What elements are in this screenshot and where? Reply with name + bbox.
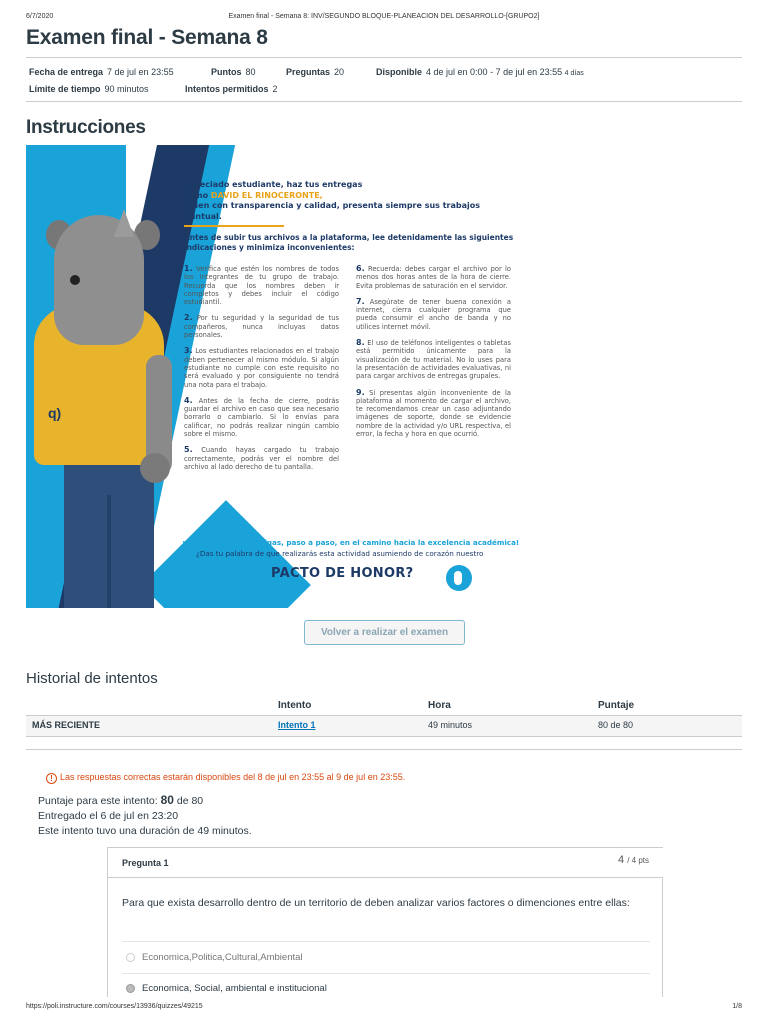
- banner-das: ¿Das tu palabra de que realizarás esta actividad asumiendo de corazón nuestro: [196, 549, 484, 558]
- attempt-score: Puntaje para este intento: 80 de 80: [38, 793, 204, 807]
- divider: [26, 101, 742, 102]
- instruction-number: 9.: [356, 387, 365, 397]
- rhino-mascot-illustration: [34, 215, 184, 608]
- instruction-item: [356, 339, 511, 380]
- allowed-attempts: Intentos permitidos 2: [185, 84, 278, 94]
- banner-confiamos: ¡Confiamos en que sigas, paso a paso, en el camino hacia la excelencia académica!: [182, 538, 520, 547]
- print-date: 6/7/2020: [26, 13, 54, 20]
- instruction-text: Por tu seguridad y la seguridad de tus compañeros, nunca incluyas datos personales.: [184, 314, 339, 340]
- divider: [122, 973, 650, 974]
- attempt-duration: Este intento tuvo una duración de 49 minutos.: [38, 825, 252, 837]
- instruction-text: Verifica que estén los nombres de todos los integrantes de tu grupo de trabajo. Recuerda que los nombres deben ir completos y debes incluir el código estudiantil.: [184, 265, 339, 307]
- divider: [122, 941, 650, 942]
- instruction-number: 1.: [184, 264, 193, 273]
- submitted-at: Entregado el 6 de jul en 23:20: [38, 810, 179, 822]
- instruction-item: [184, 446, 339, 471]
- instruction-item: [184, 397, 339, 438]
- banner-pacto: PACTO DE HONOR?: [271, 566, 414, 581]
- pointer-hand-icon: [446, 565, 472, 591]
- question-points: 4 / 4 pts: [618, 854, 649, 866]
- availability: Disponible 4 de jul en 0:00 - 7 de jul en 23:55 4 días: [376, 67, 584, 77]
- print-page-number: 1/8: [732, 1003, 742, 1010]
- radio-button[interactable]: [126, 984, 135, 993]
- print-header: [0, 0, 768, 22]
- shirt-logo-icon: q): [48, 405, 62, 421]
- instructions-banner: [26, 145, 520, 608]
- instruction-item: [356, 265, 511, 290]
- instruction-number: 8.: [356, 338, 365, 348]
- instruction-text: Si presentas algún inconveniente de la plataforma al momento de cargar el archivo, te recomendamos crear un caso adjuntando imágenes de soporte, donde se evidencie nombre de la actividad y/o URL respectiva, el error, la fecha y hora en que ocurrió.: [356, 388, 511, 439]
- answer-option[interactable]: Economica,Politica,Cultural,Ambiental: [142, 952, 303, 963]
- history-row-label: MÁS RECIENTE: [32, 720, 101, 730]
- points: Puntos 80: [211, 67, 256, 77]
- divider: [26, 57, 742, 58]
- instruction-number: 2.: [184, 313, 193, 323]
- history-header-score: Puntaje: [598, 700, 635, 711]
- print-title: Examen final - Semana 8: INV/SEGUNDO BLOQUE-PLANEACION DEL DESARROLLO-[GRUPO2]: [228, 13, 540, 20]
- instruction-number: 6.: [356, 264, 365, 273]
- instruction-number: 5.: [184, 445, 193, 455]
- warning-icon: !: [46, 773, 57, 784]
- instruction-number: 3.: [184, 346, 193, 356]
- banner-underline: [184, 225, 284, 227]
- instruction-number: 4.: [184, 395, 193, 405]
- answers-availability-warning: ! Las respuestas correctas estarán disponibles del 8 de jul en 23:55 al 9 de jul en 23:55.: [46, 772, 405, 784]
- instruction-text: Los estudiantes relacionados en el trabajo deben pertenecer al mismo módulo. Si algún estudiante no cumple con este requisito no será evaluado y por consiguiente no tendrá una nota para el trabajo.: [184, 347, 339, 389]
- retry-exam-button[interactable]: Volver a realizar el examen: [304, 620, 465, 645]
- instruction-text: Recuerda: debes cargar el archivo por lo menos dos horas antes de la hora de cierre. Evita problemas de saturación en el servidor.: [356, 265, 511, 290]
- instruction-text: Antes de la fecha de cierre, podrás guardar el archivo en caso que sea necesario borrarlo o cambiarlo. Si lo envías para calificar, no podrás realizar ningún cambio sobre el mismo.: [184, 396, 339, 439]
- instruction-item: [356, 389, 511, 439]
- answer-option-selected[interactable]: Economica, Social, ambiental e institucional: [142, 983, 327, 994]
- instruction-text: Asegúrate de tener buena conexión a internet, cierra cualquier programa que pueda consumir el ancho de banda y no utilices internet móvil.: [356, 297, 511, 331]
- history-title: Historial de intentos: [26, 670, 158, 687]
- questions-count: Preguntas 20: [286, 67, 345, 77]
- instructions-title: Instrucciones: [26, 117, 146, 138]
- attempt-link[interactable]: Intento 1: [278, 720, 316, 730]
- history-header-time: Hora: [428, 700, 451, 711]
- instruction-text: El uso de teléfonos inteligentes o tabletas está permitido únicamente para la visualización de tu material. No lo uses para la presentación de actividades evaluativas, ni para cargar archivos de entregas grupales.: [356, 339, 511, 381]
- question-card: [107, 847, 663, 997]
- page-title: Examen final - Semana 8: [26, 26, 268, 49]
- instructions-right-column: [356, 265, 511, 446]
- radio-button[interactable]: [126, 953, 135, 962]
- instruction-item: [184, 314, 339, 339]
- question-text: Para que exista desarrollo dentro de un territorio de deben analizar varios factores o dimenciones entre ellas:: [122, 897, 630, 909]
- time-limit: Límite de tiempo 90 minutos: [29, 84, 149, 94]
- instructions-left-column: [184, 265, 339, 479]
- due-date: Fecha de entrega 7 de jul en 23:55: [29, 67, 174, 77]
- table-row: [26, 715, 742, 737]
- instruction-item: [356, 298, 511, 331]
- history-row-time: 49 minutos: [428, 720, 473, 730]
- history-row-score: 80 de 80: [598, 720, 634, 730]
- instruction-number: 7.: [356, 296, 365, 306]
- question-label: Pregunta 1: [122, 858, 169, 868]
- banner-greeting: Apreciado estudiante, haz tus entregas como DAVID EL RINOCERONTE, quien con transparencia y calidad, presenta siempre sus trabajos puntual.: [184, 180, 481, 221]
- instruction-item: [184, 265, 339, 306]
- print-url: https://poli.instructure.com/courses/13936/quizzes/49215: [26, 1003, 203, 1010]
- divider: [26, 749, 742, 750]
- history-header-attempt: Intento: [278, 700, 312, 711]
- instruction-text: Cuando hayas cargado tu trabajo correctamente, podrás ver el nombre del archivo al lado derecho de tu pantalla.: [184, 446, 339, 471]
- instruction-item: [184, 347, 339, 388]
- print-footer: [26, 1003, 742, 1010]
- banner-intro: Antes de subir tus archivos a la plataforma, lee detenidamente las siguientes indicaciones y minimiza inconvenientes:: [184, 233, 514, 252]
- question-header: [108, 848, 663, 878]
